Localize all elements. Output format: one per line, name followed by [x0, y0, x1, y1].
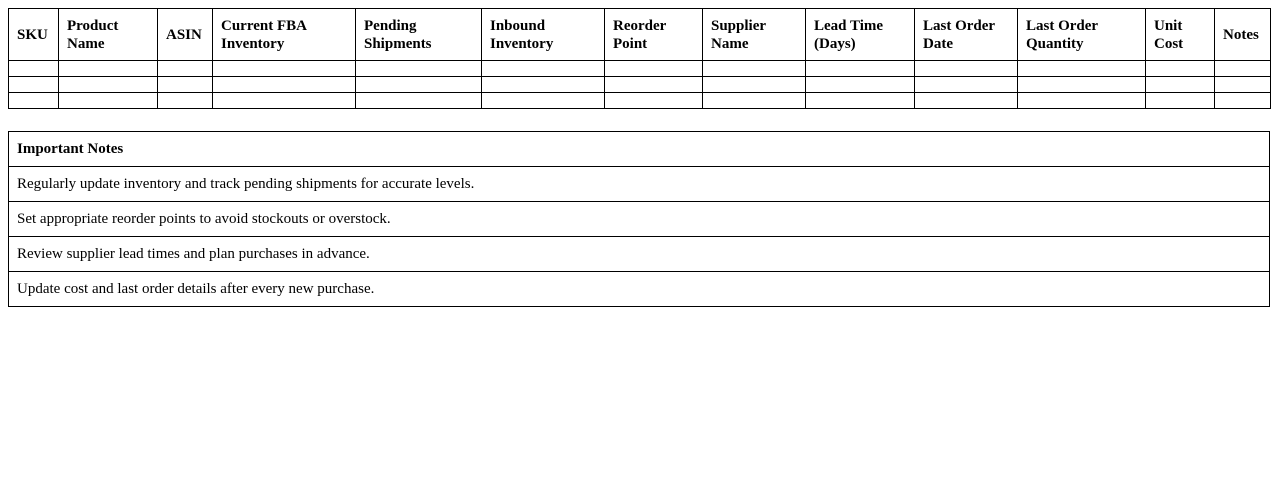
- column-header-last-order-date: Last Order Date: [915, 9, 1018, 61]
- table-cell[interactable]: [9, 61, 59, 77]
- table-cell[interactable]: [605, 61, 703, 77]
- table-cell[interactable]: [9, 77, 59, 93]
- table-cell[interactable]: [59, 61, 158, 77]
- table-cell[interactable]: [213, 93, 356, 109]
- important-notes-body: [9, 167, 1270, 307]
- note-item: Set appropriate reorder points to avoid stockouts or overstock.: [9, 202, 1270, 237]
- inventory-table-body: [9, 61, 1271, 109]
- table-cell[interactable]: [9, 93, 59, 109]
- header-row: [9, 9, 1271, 61]
- column-header-pending-shipments: Pending Shipments: [356, 9, 482, 61]
- note-row: [9, 167, 1270, 202]
- table-cell[interactable]: [915, 77, 1018, 93]
- column-header-unit-cost: Unit Cost: [1146, 9, 1215, 61]
- notes-header-row: [9, 132, 1270, 167]
- table-cell[interactable]: [1146, 61, 1215, 77]
- column-header-inbound-inventory: Inbound Inventory: [482, 9, 605, 61]
- table-cell[interactable]: [1018, 93, 1146, 109]
- column-header-sku: SKU: [9, 9, 59, 61]
- table-cell[interactable]: [158, 93, 213, 109]
- table-cell[interactable]: [806, 77, 915, 93]
- table-cell[interactable]: [806, 93, 915, 109]
- note-row: [9, 237, 1270, 272]
- inventory-table: [8, 8, 1271, 109]
- table-cell[interactable]: [1215, 77, 1271, 93]
- table-cell[interactable]: [482, 61, 605, 77]
- table-cell[interactable]: [605, 93, 703, 109]
- table-cell[interactable]: [59, 77, 158, 93]
- important-notes-header: [9, 132, 1270, 167]
- table-cell[interactable]: [703, 93, 806, 109]
- table-cell[interactable]: [356, 77, 482, 93]
- table-cell[interactable]: [1215, 61, 1271, 77]
- inventory-table-header: [9, 9, 1271, 61]
- column-header-product-name: Product Name: [59, 9, 158, 61]
- table-cell[interactable]: [605, 77, 703, 93]
- table-cell[interactable]: [1215, 93, 1271, 109]
- note-row: [9, 202, 1270, 237]
- column-header-current-fba-inventory: Current FBA Inventory: [213, 9, 356, 61]
- table-row: [9, 93, 1271, 109]
- table-cell[interactable]: [1146, 77, 1215, 93]
- table-cell[interactable]: [158, 61, 213, 77]
- table-cell[interactable]: [703, 77, 806, 93]
- table-cell[interactable]: [482, 77, 605, 93]
- table-cell[interactable]: [1018, 77, 1146, 93]
- table-cell[interactable]: [915, 93, 1018, 109]
- table-cell[interactable]: [915, 61, 1018, 77]
- column-header-reorder-point: Reorder Point: [605, 9, 703, 61]
- table-cell[interactable]: [703, 61, 806, 77]
- table-cell[interactable]: [356, 61, 482, 77]
- important-notes-table: [8, 131, 1270, 307]
- table-row: [9, 77, 1271, 93]
- column-header-supplier-name: Supplier Name: [703, 9, 806, 61]
- table-cell[interactable]: [158, 77, 213, 93]
- note-item: Update cost and last order details after every new purchase.: [9, 272, 1270, 307]
- table-cell[interactable]: [806, 61, 915, 77]
- table-cell[interactable]: [482, 93, 605, 109]
- column-header-last-order-quantity: Last Order Quantity: [1018, 9, 1146, 61]
- important-notes-title: Important Notes: [9, 132, 1270, 167]
- column-header-asin: ASIN: [158, 9, 213, 61]
- note-row: [9, 272, 1270, 307]
- column-header-notes: Notes: [1215, 9, 1271, 61]
- table-cell[interactable]: [213, 61, 356, 77]
- table-cell[interactable]: [1146, 93, 1215, 109]
- note-item: Review supplier lead times and plan purchases in advance.: [9, 237, 1270, 272]
- table-cell[interactable]: [356, 93, 482, 109]
- column-header-lead-time: Lead Time (Days): [806, 9, 915, 61]
- table-cell[interactable]: [1018, 61, 1146, 77]
- table-cell[interactable]: [59, 93, 158, 109]
- table-row: [9, 61, 1271, 77]
- table-cell[interactable]: [213, 77, 356, 93]
- note-item: Regularly update inventory and track pending shipments for accurate levels.: [9, 167, 1270, 202]
